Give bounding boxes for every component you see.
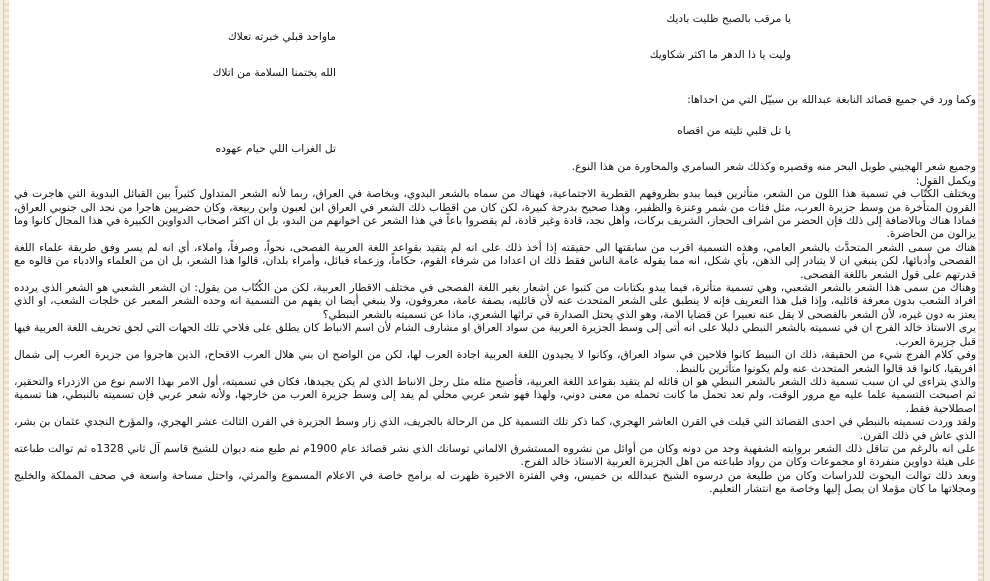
poem-verse [14,124,976,142]
poem-verse [14,30,976,48]
page-frame [3,0,984,581]
verse-first-hemistich: يا تل قلبي تليته من اقصاه [677,124,791,138]
verse-second-hemistich: تل الغراب اللي حيام عهوده [215,142,336,156]
verse-second-hemistich: الله يختمنا السلامة من اتلاك [212,66,336,79]
paragraph: ولقد وردت تسميته بالنبطي في احدى القصائد التي قيلت في القرن العاشر الهجري، كما ذكر تلك التسمية كل من الرحالة بالجريف، الذي زار وسط الجزيرة في القرن الثالث عشر الهجري، والمؤرخ النجدي عثمان بن بشر، الذي عاش في ذلك القرن. [14,415,976,442]
paragraph: على انه بالرغم من تناقل ذلك الشعر بروايته الشفهية وجد من دونه وكان من أوائل من نشروه المستشرق الالماني توسانك الذي نشر قصائد عام 1900م ثم طبع منه ديوان للشيخ قاسم آل ثاني 1328ه ثم توالت طباعته على هيئة دواوين منفردة او مجموعات وكان من رواد طباعته من اهل الجزيرة العربية الاستاذ خالد الفرج. [14,441,977,469]
paragraph: ويكمل القول: [915,173,976,187]
poem-verse [14,142,976,160]
paragraph: ويختلف الكُتّاب في تسمية هذا اللون من الشعر، متأثرين فيما يبدو بظروفهم القطرية الاجتماعية، فهناك من سماه بالشعر البدوي، وبخاصة في العراق، ربما لأنه الشعر المتداول كثيراً بين القبائل البدوية التي هاجرت في القرون المتأخرة من وسط جزيرة العرب، مثل فئات من شمر وعنزة والظفير، وهذا صحيح بدرجة كبيرة، لكن كان من اقطاب ذلك الشعر في العراق ابن لعبون وابن ربيعة، وكان حضريين هاجرا من نجد الى جنوبي العراق، فماذا هناك وبالاضافة إلى ذلك فإن الحضر من اشراف الحجاز، الشريف بركات، وأهل نجد، قادة وغير قادة، لم يقصروا باعاً في هذا الشعر عن اخوانهم من البدو، بل ان اكثر اصحاب الدواوين الكبيرة في هذا المجال كانوا وما يزالون من الحاضرة. [14,187,976,241]
article-body [14,12,976,496]
paragraph: وجميع شعر الهجيني طويل البحر منه وقصيره وكذلك شعر السامري والمحاورة من هذا النوع. [571,160,976,174]
verse-second-hemistich: ماواحد قبلي خبرته تعلاك [227,30,336,43]
poem-verse [14,48,976,66]
poem-verse [14,66,976,84]
paragraph: وفي كلام الفرج شيء من الحقيقة، ذلك ان النبيط كانوا فلاحين في سواد العراق، وكانوا لا يجيدون اللغة العربية اجادة العرب لها، لكن من الواضح ان بني هلال العرب الاقحاح، الذين هاجروا من جزيرة العرب إلى شمال افريقيا، كانوا قد قالوا الشعر المتحدث عنه ولم يكونوا متأثرين بالنبط. [14,348,976,375]
paragraph: والذي يتراءى لي ان سبب تسمية ذلك الشعر بالشعر النبطي هو ان قائله لم يتقيد بقواعد اللغة العربية، فأصبح مثله مثل رجل الانباط الذي لم يكن يجيدها، فكان في تسميته، أول الامر بهذا الاسم نوع من الازدراء والتحقير، ثم اصبحت التسمية علما عليه مع مرور الوقت، ولم تعد تحمل ما كانت تحمله من معنى دوني، ولهذا فهو شعر عربي محلي لم يفد إلى وسط جزيرة العرب من خارجها، ولأنه شعر عربي فإن تسميته بالنبطي، هنا تسمية اصطلاحية فقط. [14,374,976,415]
paragraph: وبعد ذلك توالت البحوث للدراسات وكان من طليعة من درسوه الشيخ عبدالله بن خميس، وفي الفترة الاخيرة ظهرت له برامج خاصة في الاعلام المسموع والمرئي، واحتل مساحة واسعة في صحف المملكة والخليج ومجلاتها ما كان مؤملا ان يصل إليها وخاصة مع انتشار التعليم. [14,468,976,496]
paragraph: وهناك من سمى هذا الشعر بالشعر الشعبي، وهي تسمية متأثرة، فيما يبدو بكتابات من كتبوا عن اشعار بغير اللغة الفصحى في مختلف الاقطار العربية، لكن من الكُتّاب من يقول: ان الشعر الشعبي هو الشعر الذي يردده افراد الشعب بدون معرفة قائليه، وإذا قبل هذا التعريف فإنه لا ينطبق على الشعر المتحدث عنه لأن قائليه، بصفة عامة، معروفون، ولا ينبغي أيضا ان يفهم من التسمية انه وحده الشعر المعبر عن خلجات الشعب، او الذي يعتز به دون غيره، لأن الشعر بالفصحى لا يقل عنه تعبيرا عن قضايا الامة، وهو الذي يحتل الصدارة في تراثها الشعري، ماذا عن تسميته بالشعر النبطي؟ [14,281,976,321]
verse-first-hemistich: يا مرقب بالصبح ظليت باديك [666,12,791,25]
verse-first-hemistich: وليت يا ذا الدهر ما اكثر شكاويك [649,48,791,61]
poem-verse [14,12,976,30]
left-border-strip [4,0,9,581]
paragraph: هناك من سمى الشعر المتحدَّث بالشعر العامي، وهذه التسمية اقرب من سابقتها الى حقيقته إذا أخذ ذلك على انه لم يتقيد بقواعد اللغة العربية الفصحى، نحواً، وصرفاً، واملاء، أي انه لم يسر وفق طريقة علماء اللغة الفصحى وأدبائها، لكن ينبغي ان لا يتبادر إلى الذهن، بأي شكل، انه مما يقوله عامة الناس فقط ذلك ان اعدادا من شرفاء القوم، حكاماً، وزعماء قبائل، وأمراء بلدان، قالوا هذا الشعر، بل ان من العلماء والادباء من قالوه مع قدرتهم على قول الشعر باللغة الفصحى. [14,240,976,281]
intro-line: وكما ورد في جميع قصائد النابغة عبدالله بن سبيّل التي من احداها: [687,93,976,106]
paragraph: يرى الاستاذ خالد الفرج ان في تسميته بالشعر النبطي دليلا على انه أتى إلى وسط الجزيرة العربية من سواد العراق او مشارف الشام لأن اسم الانباط كان يطلق على فلاحي تلك الجهات التي لحق تحريف اللغة العربية فيها قبل جزيرة العرب. [14,321,976,348]
right-border-strip [978,0,983,581]
